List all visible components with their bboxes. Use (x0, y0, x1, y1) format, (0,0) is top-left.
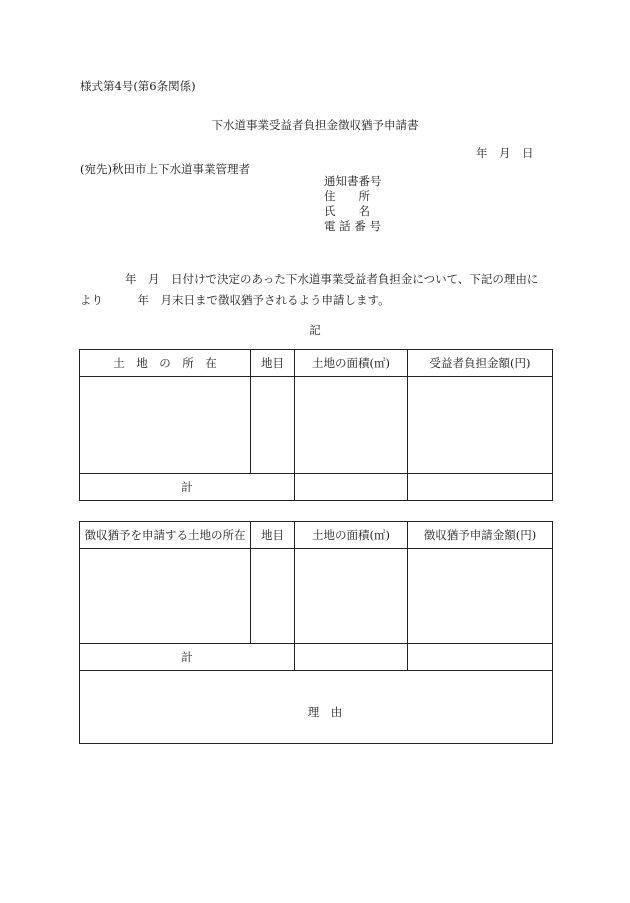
cell-deferral-amount[interactable] (408, 549, 553, 644)
ki-heading: 記 (309, 323, 321, 337)
total-label: 計 (80, 474, 295, 501)
cell-total-area[interactable] (295, 644, 408, 671)
deferral-request-table (79, 521, 553, 744)
reason-cell[interactable] (80, 671, 553, 744)
addressee: (宛先)秋田市上下水道事業管理者 (80, 162, 250, 176)
total-label: 計 (80, 644, 295, 671)
applicant-fields (324, 174, 382, 234)
land-assessment-table (79, 349, 553, 501)
header-land-category: 地目 (251, 522, 295, 549)
header-charge-amount: 受益者負担金額(円) (408, 350, 553, 377)
address-label: 住 所 (324, 189, 370, 203)
notice-number-label: 通知書番号 (324, 174, 382, 188)
cell-deferral-land-location[interactable] (80, 549, 251, 644)
reason-row (80, 671, 553, 744)
cell-charge-amount[interactable] (408, 377, 553, 474)
cell-total-amount[interactable] (408, 644, 553, 671)
cell-land-location[interactable] (80, 377, 251, 474)
header-land-category: 地目 (251, 350, 295, 377)
total-row (80, 644, 553, 671)
date-line: 年 月 日 (476, 146, 534, 160)
request-text-line-1: 年 月 日付けで決定のあった下水道事業受益者負担金について、下記の理由に (125, 272, 539, 286)
header-land-area: 土地の面積(㎡) (295, 522, 408, 549)
cell-total-area[interactable] (295, 474, 408, 501)
table-row (80, 377, 553, 474)
request-text-line-2: より 年 月末日まで徴収猶予されるよう申請します。 (80, 293, 390, 307)
total-row (80, 474, 553, 501)
cell-land-area[interactable] (295, 377, 408, 474)
header-deferral-amount: 徴収猶予申請金額(円) (408, 522, 553, 549)
phone-label: 電 話 番 号 (324, 219, 381, 233)
cell-land-category[interactable] (251, 377, 295, 474)
header-deferral-land-location: 徴収猶予を申請する土地の所在 (80, 522, 251, 549)
cell-total-amount[interactable] (408, 474, 553, 501)
cell-land-area[interactable] (295, 549, 408, 644)
cell-land-category[interactable] (251, 549, 295, 644)
table-row (80, 549, 553, 644)
reason-label: 理 由 (307, 705, 343, 719)
document-title: 下水道事業受益者負担金徴収猶予申請書 (211, 118, 419, 132)
table-header-row (80, 522, 553, 549)
form-number: 様式第4号(第6条関係) (80, 79, 196, 93)
name-label: 氏 名 (324, 204, 370, 218)
header-land-location: 土 地 の 所 在 (80, 350, 251, 377)
header-land-area: 土地の面積(㎡) (295, 350, 408, 377)
table-header-row (80, 350, 553, 377)
